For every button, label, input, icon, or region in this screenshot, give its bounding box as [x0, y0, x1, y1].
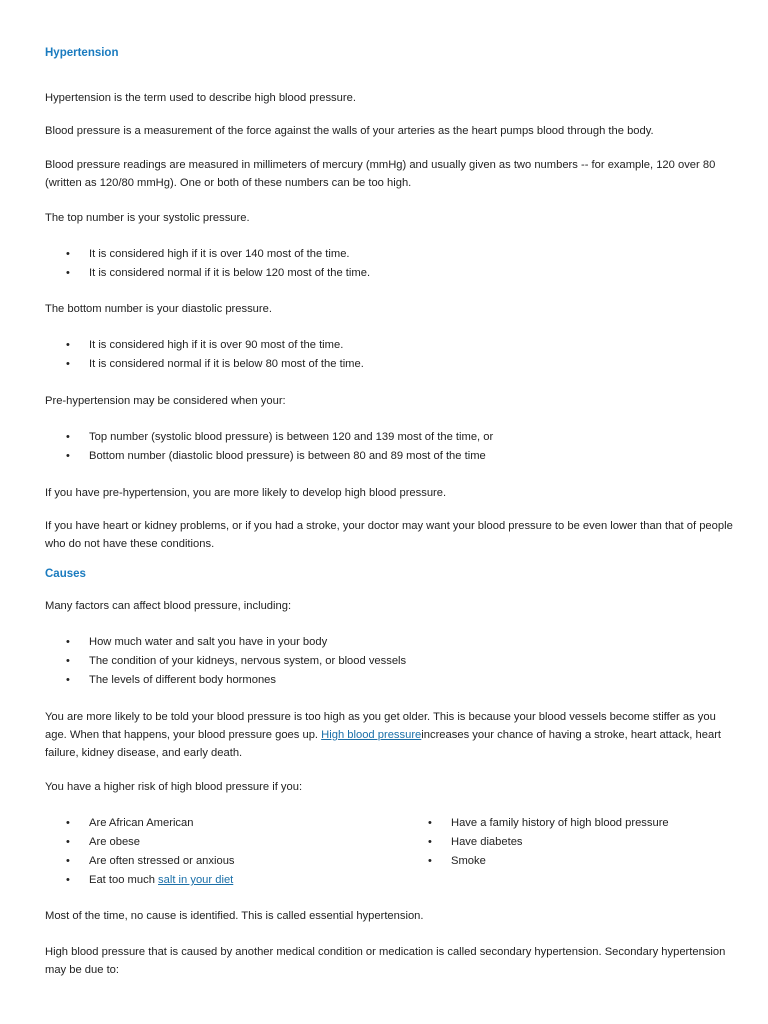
list-item-factor-water: • How much water and salt you have in your body — [89, 633, 689, 651]
list-item-risk-salt — [89, 871, 689, 889]
paragraph-older — [45, 708, 735, 762]
heading-hypertension: Hypertension — [45, 47, 119, 59]
paragraph-factors: Many factors can affect blood pressure, including: — [45, 600, 292, 612]
list-item-factor-kidneys: • The condition of your kidneys, nervous system, or blood vessels — [89, 652, 689, 670]
paragraph-prehyp-risk: If you have pre-hypertension, you are more likely to develop high blood pressure. — [45, 487, 447, 499]
paragraph-measurement: Blood pressure is a measurement of the force against the walls of your arteries as the heart pumps blood through the body. — [45, 125, 654, 137]
list-item-risk-family-history: • Have a family history of high blood pressure — [451, 814, 741, 832]
paragraph-top-number: The top number is your systolic pressure. — [45, 212, 250, 224]
paragraph-older-text-2: increases your chance of having a stroke, heart attack, heart failure, kidney disease, and early death. — [45, 729, 722, 759]
list-item-prehyp-top: • Top number (systolic blood pressure) is between 120 and 139 most of the time, or — [89, 428, 689, 446]
list-item-systolic-normal: • It is considered normal if it is below 120 most of the time. — [89, 264, 689, 282]
list-item-risk-diabetes: • Have diabetes — [451, 833, 741, 851]
list-item-risk-stressed: • Are often stressed or anxious — [89, 852, 689, 870]
list-item-prehyp-bottom: • Bottom number (diastolic blood pressure) is between 80 and 89 most of the time — [89, 447, 689, 465]
paragraph-bottom-number: The bottom number is your diastolic pressure. — [45, 303, 272, 315]
paragraph-essential: Most of the time, no cause is identified. This is called essential hypertension. — [45, 910, 424, 922]
list-item-diastolic-normal: • It is considered normal if it is below 80 most of the time. — [89, 355, 689, 373]
paragraph-readings: Blood pressure readings are measured in millimeters of mercury (mmHg) and usually given as two numbers -- for example, 120 over 80 (written as 120/80 mmHg). One or both of these numbers can be too high. — [45, 159, 716, 189]
list-item-risk-obese: • Are obese — [89, 833, 689, 851]
salt-in-diet-link[interactable]: salt in your diet — [158, 874, 234, 886]
high-blood-pressure-link[interactable]: High blood pressure — [321, 729, 422, 741]
list-item-factor-hormones: • The levels of different body hormones — [89, 671, 689, 689]
risk-salt-prefix: Eat too much — [89, 874, 159, 886]
paragraph-risk: You have a higher risk of high blood pressure if you: — [45, 781, 303, 793]
paragraph-heart-kidney: If you have heart or kidney problems, or if you had a stroke, your doctor may want your blood pressure to be even lower than that of people who do not have these conditions. — [45, 520, 733, 550]
list-item-diastolic-high: • It is considered high if it is over 90 most of the time. — [89, 336, 689, 354]
paragraph-secondary: High blood pressure that is caused by another medical condition or medication is called secondary hypertension. Secondary hypertension may be due to: — [45, 946, 726, 976]
paragraph-older-text-1: You are more likely to be told your blood pressure is too high as you get older. This is because your blood vessels become stiffer as you age. When that happens, your blood pressure goes up. — [45, 711, 716, 741]
paragraph-intro: Hypertension is the term used to describe high blood pressure. — [45, 92, 356, 104]
heading-causes: Causes — [45, 568, 86, 580]
paragraph-prehypertension: Pre-hypertension may be considered when your: — [45, 395, 286, 407]
list-item-systolic-high: • It is considered high if it is over 140 most of the time. — [89, 245, 689, 263]
list-item-risk-smoke: • Smoke — [451, 852, 741, 870]
list-item-risk-african-american: • Are African American — [89, 814, 689, 832]
